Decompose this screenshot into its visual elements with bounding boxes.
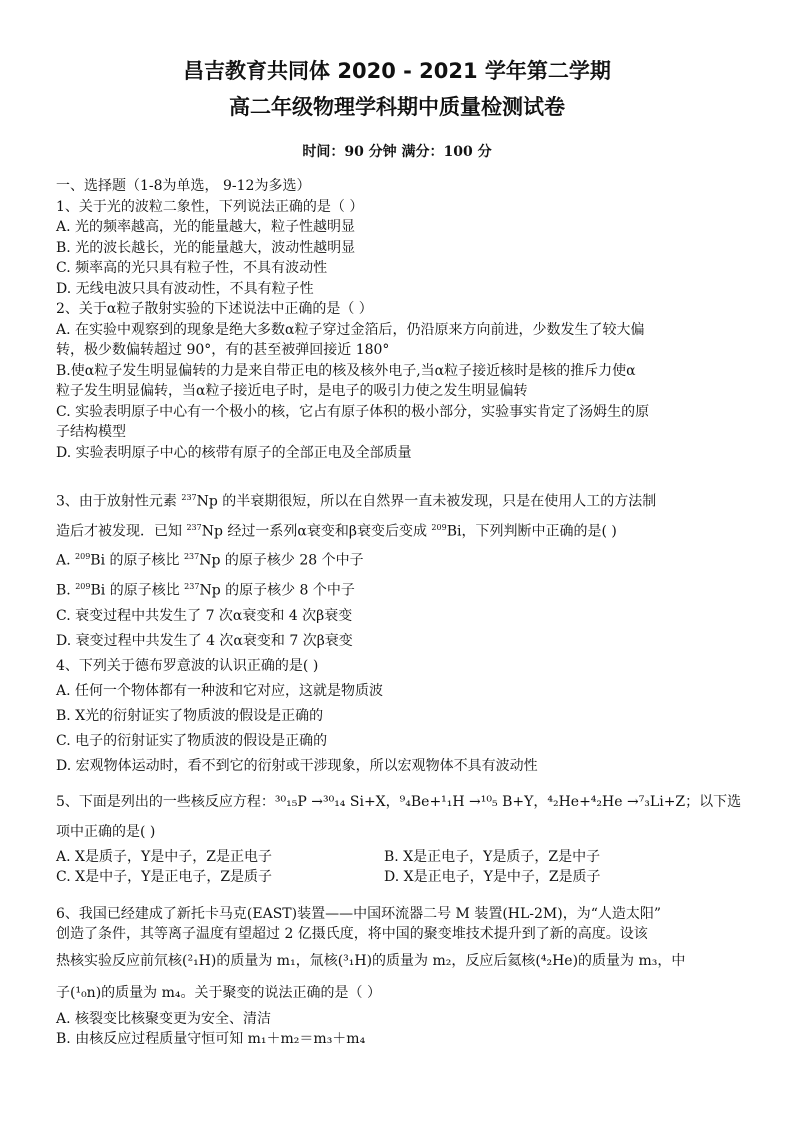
question-3-option-b: B. $^{209}$Bi 的原子核比 $^{237}$Np 的原子核少 8 个中子 bbox=[56, 581, 355, 599]
question-4-option-a: A. 任何一个物体都有一种波和它对应，这就是物质波 bbox=[56, 682, 384, 699]
question-5-option-b: B. X是正电子，Y是质子，Z是中子 bbox=[384, 848, 601, 865]
question-1 bbox=[56, 197, 740, 300]
question-1-option-a: A. 光的频率越高，光的能量越大，粒子性越明显 bbox=[56, 219, 356, 235]
question-5-options-row2 bbox=[56, 867, 740, 888]
section-heading: 一、选择题（1-8为单选， 9-12为多选） bbox=[56, 178, 311, 194]
question-6-stem-line1: 6、我国已经建成了新托卡马克(EAST)装置——中国环流器二号 M 装置(HL-2M)，为“人造太阳” bbox=[56, 905, 662, 922]
exam-title-line2: 高二年级物理学科期中质量检测试卷 bbox=[229, 95, 565, 119]
question-1-option-c: C. 频率高的光只具有粒子性，不具有波动性 bbox=[56, 260, 328, 276]
question-2-option-a-line2: 转，极少数偏转超过 90°，有的甚至被弹回接近 180° bbox=[56, 342, 390, 358]
question-5 bbox=[56, 787, 740, 888]
question-2-stem: 2、关于α粒子散射实验的下述说法中正确的是（ ） bbox=[56, 301, 373, 317]
reaction-equation-2: ⁹₄Be+¹₁H →¹⁰₅ B+Y bbox=[399, 793, 534, 810]
question-1-option-b: B. 光的波长越长，光的能量越大，波动性越明显 bbox=[56, 239, 356, 256]
question-6-stem-line2: 创造了条件，其等离子温度有望超过 2 亿摄氏度，将中国的聚变堆技术提升到了新的高度。设该 bbox=[56, 926, 648, 943]
question-5-stem-line2: 项中正确的是( ) bbox=[56, 823, 156, 840]
question-5-option-a: A. X是质子，Y是中子，Z是正电子 bbox=[56, 848, 272, 865]
question-5-option-c: C. X是中子，Y是正电子，Z是质子 bbox=[56, 869, 273, 886]
question-6-stem-line3: 热核实验反应前氘核(²₁H)的质量为 m₁，氚核(³₁H)的质量为 m₂，反应后氦核(⁴₂He)的质量为 m₃，中 bbox=[56, 952, 686, 969]
question-4-option-c: C. 电子的衍射证实了物质波的假设是正确的 bbox=[56, 732, 328, 749]
question-2 bbox=[56, 299, 740, 463]
question-3 bbox=[56, 485, 740, 654]
question-2-option-c-line1: C. 实验表明原子中心有一个极小的核，它占有原子体积的极小部分，实验事实肯定了汤姆生的原 bbox=[56, 403, 650, 420]
question-1-option-d: D. 无线电波只具有波动性，不具有粒子性 bbox=[56, 280, 314, 297]
question-5-stem-line1: 5、下面是列出的一些核反应方程：³⁰₁₅P →³⁰₁₄ Si+X，⁹₄Be+¹₁H →¹⁰₅ B+Y，⁴₂He+⁴₂He →⁷₃Li+Z；以下选 bbox=[56, 793, 742, 810]
question-6-stem-line4: 子(¹₀n)的质量为 m₄。关于聚变的说法正确的是（ ） bbox=[56, 984, 381, 1001]
question-4-option-b: B. X光的衍射证实了物质波的假设是正确的 bbox=[56, 707, 324, 724]
question-4-option-d: D. 宏观物体运动时，看不到它的衍射或干涉现象，所以宏观物体不具有波动性 bbox=[56, 757, 538, 774]
question-5-option-d: D. X是正电子，Y是中子，Z是质子 bbox=[384, 869, 601, 886]
question-1-stem: 1、关于光的波粒二象性，下列说法正确的是（ ） bbox=[56, 198, 364, 215]
question-3-option-c: C. 衰变过程中共发生了 7 次α衰变和 4 次β衰变 bbox=[56, 607, 353, 624]
reaction-equation-3: ⁴₂He+⁴₂He →⁷₃Li+Z bbox=[547, 793, 686, 810]
question-6-option-a: A. 核裂变比核聚变更为安全、清洁 bbox=[56, 1010, 272, 1027]
question-2-option-b-line1: B.使α粒子发生明显偏转的力是来自带正电的核及核外电子,当α粒子接近核时是核的推斥力使α bbox=[56, 362, 636, 379]
question-2-option-b-line2: 粒子发生明显偏转，当α粒子接近电子时，是电子的吸引力使之发生明显偏转 bbox=[56, 383, 528, 399]
question-6 bbox=[56, 904, 740, 1050]
question-2-option-c-line2: 子结构模型 bbox=[56, 424, 126, 440]
question-3-option-d: D. 衰变过程中共发生了 4 次α衰变和 7 次β衰变 bbox=[56, 632, 353, 649]
exam-body bbox=[56, 176, 740, 1050]
question-5-options-row1 bbox=[56, 847, 740, 868]
question-3-option-a: A. $^{209}$Bi 的原子核比 $^{237}$Np 的原子核少 28 个中子 bbox=[56, 552, 364, 569]
question-3-stem-line2: 造后才被发现．已知 $^{237}$Np 经过一系列α衰变和β衰变后变成 $^{209}$Bi，下列判断中正确的是( ) bbox=[56, 522, 617, 540]
question-6-option-b: B. 由核反应过程质量守恒可知 m₁＋m₂＝m₃＋m₄ bbox=[56, 1031, 366, 1048]
question-4 bbox=[56, 654, 740, 779]
question-4-stem: 4、下列关于德布罗意波的认识正确的是( ) bbox=[56, 657, 319, 674]
time-and-score: 时间：90 分钟 满分：100 分 bbox=[302, 144, 492, 160]
question-3-stem-line1: 3、由于放射性元素 $^{237}$Np 的半衰期很短，所以在自然界一直未被发现，只是在使用人工的方法制 bbox=[56, 493, 657, 510]
question-2-option-a-line1: A. 在实验中观察到的现象是绝大多数α粒子穿过金箔后，仍沿原来方向前进，少数发生了较大偏 bbox=[56, 321, 645, 338]
question-2-option-d: D. 实验表明原子中心的核带有原子的全部正电及全部质量 bbox=[56, 444, 412, 461]
exam-title-line1: 昌吉教育共同体 2020 - 2021 学年第二学期 bbox=[183, 59, 611, 83]
reaction-equation-1: ³⁰₁₅P →³⁰₁₄ Si+X bbox=[274, 793, 386, 810]
